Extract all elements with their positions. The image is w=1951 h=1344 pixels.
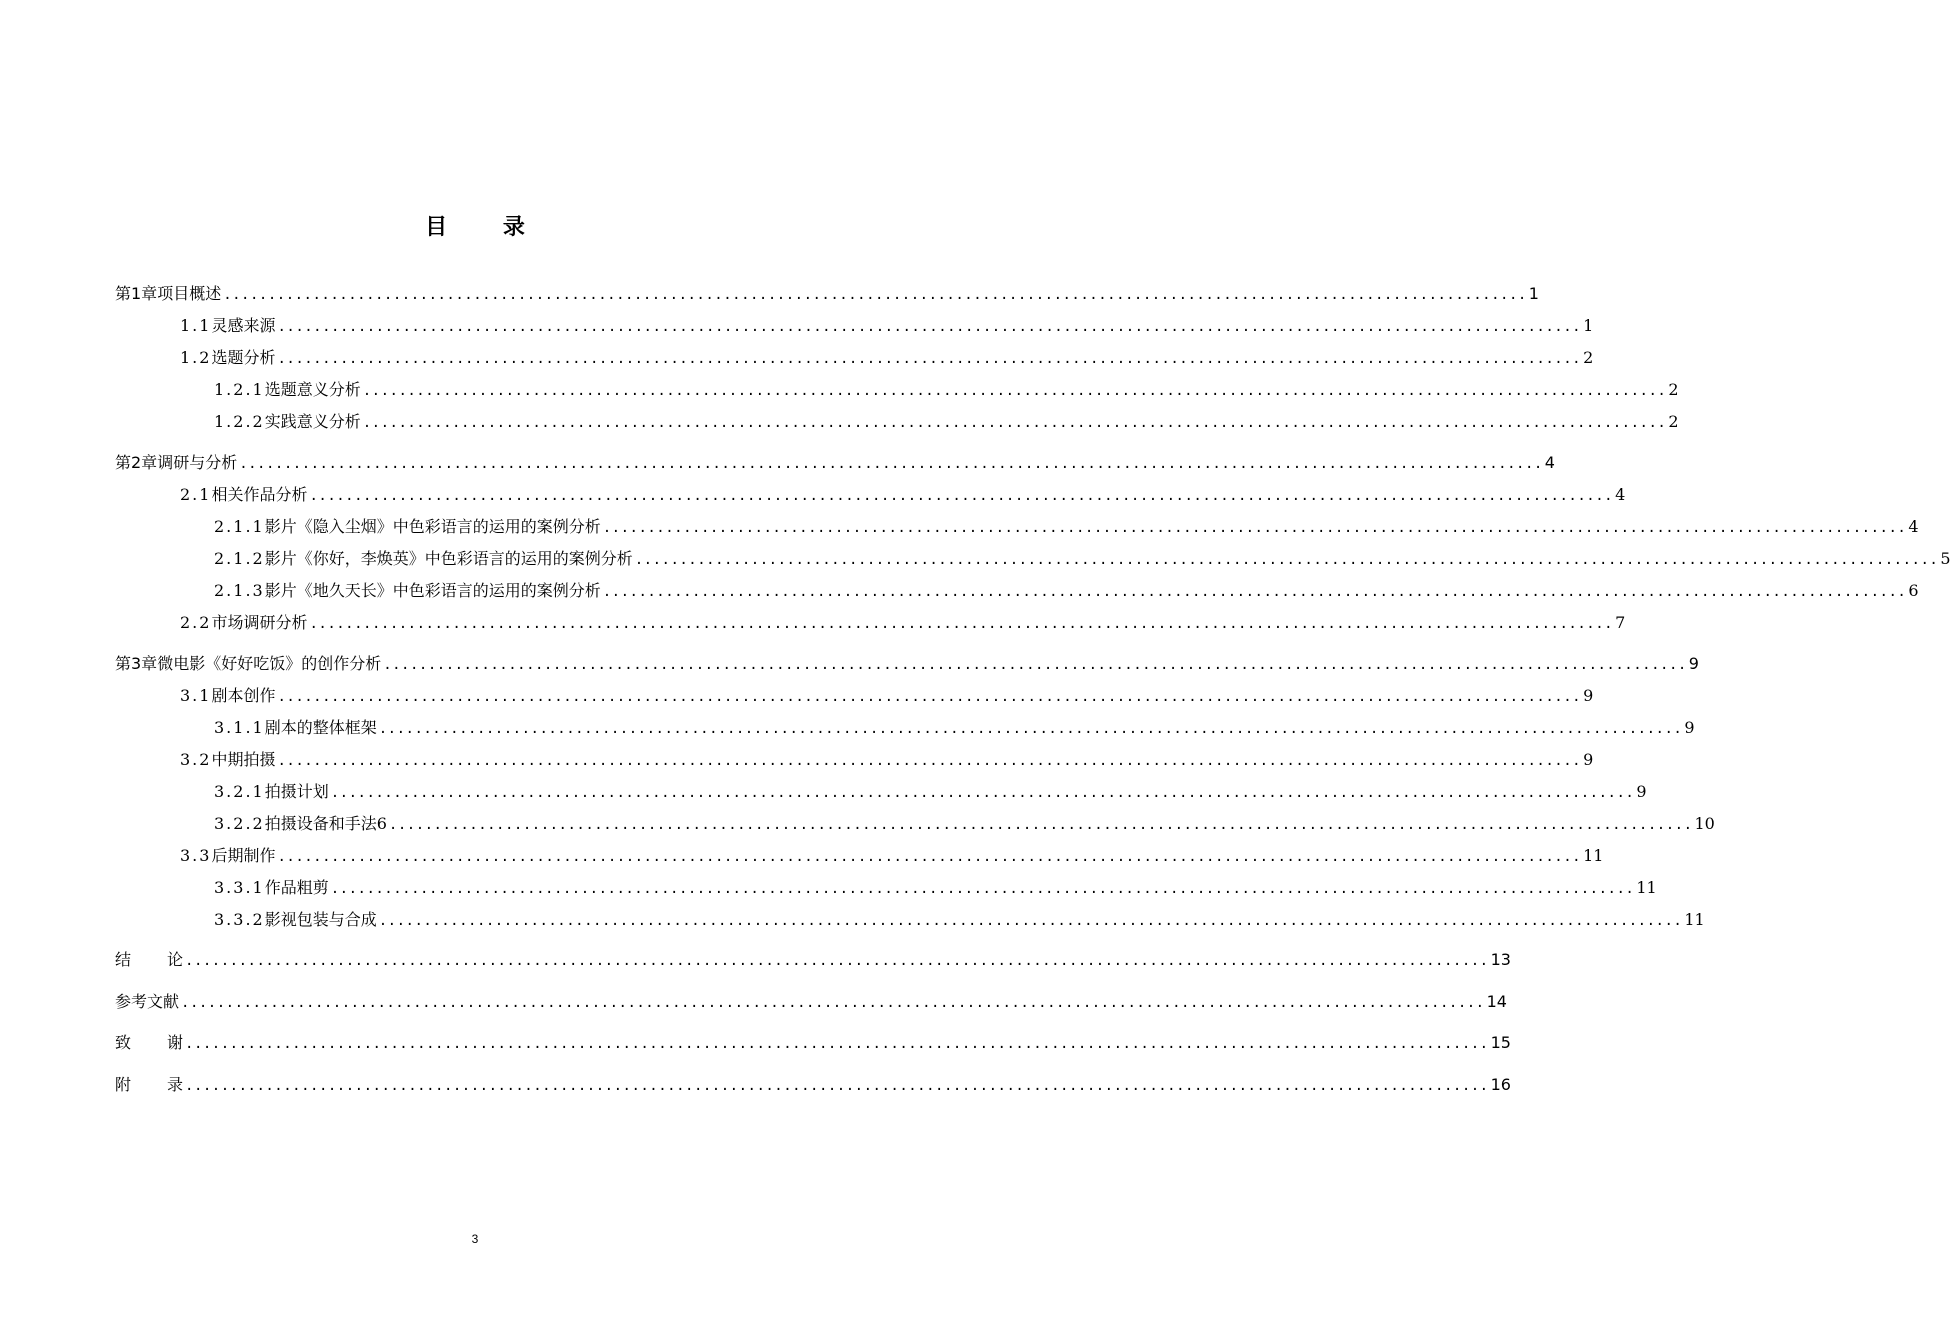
dot-leader: ..................................................................................................................................................: [330, 881, 1635, 897]
dot-leader: ..................................................................................................................................................: [388, 817, 1693, 833]
toc-entry-title: 影片《地久天长》中色彩语言的运用的案例分析: [264, 581, 601, 600]
toc-entry-number: 3.1: [180, 686, 212, 705]
page-number: 3: [471, 1232, 479, 1246]
toc-entry-page: 6: [1908, 581, 1919, 600]
toc-entry-number: 1.2.2: [214, 412, 265, 431]
toc-entry-number: 3.2: [180, 750, 212, 769]
toc-entry-title: 影视包装与合成: [264, 910, 377, 929]
toc-entry-number: 第1章: [115, 284, 158, 303]
dot-leader: ..................................................................................................................................................: [277, 351, 1582, 367]
dot-leader: ..................................................................................................................................................: [277, 689, 1582, 705]
toc-entry-title: 市场调研分析: [211, 613, 308, 632]
toc-entry-2-1[interactable]: [180, 482, 1626, 506]
toc-entry-page: 1: [1583, 316, 1594, 335]
toc-entry-3-2[interactable]: [180, 747, 1594, 771]
toc-entry-page: 15: [1490, 1033, 1511, 1052]
dot-leader: ..................................................................................................................................................: [277, 319, 1582, 335]
toc-entry-2-2[interactable]: [180, 610, 1626, 634]
toc-entry-number: 3.1.1: [214, 718, 265, 737]
toc-entry-page: 9: [1684, 718, 1695, 737]
dot-leader: ..................................................................................................................................................: [185, 953, 1489, 969]
toc-entry-title: 实践意义分析: [264, 412, 361, 431]
dot-leader: ..................................................................................................................................................: [277, 849, 1582, 865]
dot-leader: ..................................................................................................................................................: [185, 1036, 1489, 1052]
toc-entry-page: 1: [1528, 284, 1539, 303]
dot-leader: ..................................................................................................................................................: [602, 584, 1907, 600]
toc-entry-number: 3.2.1: [214, 782, 265, 801]
toc-entry-title: 后期制作: [211, 846, 276, 865]
toc-entry-3-3[interactable]: [180, 843, 1604, 867]
toc-entry-title: 选题分析: [211, 348, 276, 367]
toc-entry-number: 2.1.3: [214, 581, 265, 600]
toc-entry-title: 剧本的整体框架: [264, 718, 377, 737]
toc-entry-page: 4: [1544, 453, 1555, 472]
toc-entry-number: 2.2: [180, 613, 212, 632]
toc-entry-page: 11: [1583, 846, 1604, 865]
dot-leader: ..................................................................................................................................................: [277, 753, 1582, 769]
toc-entry-3-2-1[interactable]: [214, 779, 1647, 803]
toc-entry-1-2[interactable]: [180, 345, 1594, 369]
toc-entry-title: 调研与分析: [157, 453, 238, 472]
toc-entry-page: 2: [1668, 380, 1679, 399]
toc-entry-number: 3.3: [180, 846, 212, 865]
toc-entry-1-2-2[interactable]: [214, 409, 1679, 433]
toc-entry-title: 中期拍摄: [211, 750, 276, 769]
toc-entry-title: 选题意义分析: [264, 380, 361, 399]
toc-entry-references[interactable]: [115, 989, 1507, 1013]
toc-entry-page: 14: [1486, 992, 1507, 1011]
toc-entry-chapter-1[interactable]: [115, 281, 1539, 305]
toc-entry-title: 结论: [115, 950, 220, 969]
toc-entry-page: 2: [1668, 412, 1679, 431]
toc-entry-number: 1.1: [180, 316, 212, 335]
toc-entry-title: 作品粗剪: [264, 878, 329, 897]
toc-entry-title: 剧本创作: [211, 686, 276, 705]
toc-entry-page: 10: [1694, 814, 1715, 833]
toc-entry-page: 11: [1636, 878, 1657, 897]
toc-entry-conclusion[interactable]: [115, 947, 1511, 971]
dot-leader: ..................................................................................................................................................: [362, 383, 1667, 399]
dot-leader: ..................................................................................................................................................: [223, 287, 1527, 303]
toc-entry-title: 相关作品分析: [211, 485, 308, 504]
toc-entry-title: 拍摄计划: [264, 782, 329, 801]
toc-entry-number: 1.2.1: [214, 380, 265, 399]
dot-leader: ..................................................................................................................................................: [378, 913, 1683, 929]
toc-entry-number: 第2章: [115, 453, 158, 472]
toc-entry-3-2-2[interactable]: [214, 811, 1715, 835]
toc-entry-title: 参考文献: [115, 992, 180, 1011]
dot-leader: ..................................................................................................................................................: [362, 415, 1667, 431]
toc-entry-title: 微电影《好好吃饭》的创作分析: [157, 654, 382, 673]
toc-entry-page: 9: [1583, 686, 1594, 705]
toc-entry-page: 13: [1490, 950, 1511, 969]
toc-entry-chapter-2[interactable]: [115, 450, 1555, 474]
toc-entry-page: 16: [1490, 1075, 1511, 1094]
toc-entry-page: 9: [1636, 782, 1647, 801]
toc-entry-chapter-3[interactable]: [115, 651, 1699, 675]
toc-entry-page: 5: [1940, 549, 1951, 568]
dot-leader: ..................................................................................................................................................: [330, 785, 1635, 801]
dot-leader: ..................................................................................................................................................: [378, 721, 1683, 737]
dot-leader: ..................................................................................................................................................: [383, 657, 1687, 673]
toc-entry-title: 影片《隐入尘烟》中色彩语言的运用的案例分析: [264, 517, 601, 536]
toc-entry-3-1[interactable]: [180, 683, 1594, 707]
toc-entry-appendix[interactable]: [115, 1072, 1511, 1096]
toc-entry-page: 4: [1908, 517, 1919, 536]
toc-entry-acknowledgements[interactable]: [115, 1030, 1511, 1054]
dot-leader: ..................................................................................................................................................: [309, 616, 1614, 632]
toc-entry-number: 第3章: [115, 654, 158, 673]
toc-entry-number: 3.2.2: [214, 814, 265, 833]
toc-entry-page: 2: [1583, 348, 1594, 367]
dot-leader: ..................................................................................................................................................: [602, 520, 1907, 536]
toc-entry-number: 3.3.2: [214, 910, 265, 929]
toc-entry-3-1-1[interactable]: [214, 715, 1695, 739]
toc-entry-2-1-2[interactable]: [214, 546, 1951, 570]
toc-entry-number: 3.3.1: [214, 878, 265, 897]
toc-entry-number: 2.1.1: [214, 517, 265, 536]
toc-entry-number: 2.1.2: [214, 549, 265, 568]
toc-entry-number: 2.1: [180, 485, 212, 504]
dot-leader: ..................................................................................................................................................: [181, 995, 1485, 1011]
toc-entry-3-3-1[interactable]: [214, 875, 1657, 899]
toc-entry-page: 4: [1615, 485, 1626, 504]
dot-leader: ..................................................................................................................................................: [634, 552, 1939, 568]
dot-leader: ..................................................................................................................................................: [309, 488, 1614, 504]
toc-entry-title: 影片《你好，李焕英》中色彩语言的运用的案例分析: [264, 549, 633, 568]
dot-leader: ..................................................................................................................................................: [239, 456, 1543, 472]
toc-entry-title: 致谢: [115, 1033, 220, 1052]
toc-entry-page: 7: [1615, 613, 1626, 632]
dot-leader: ..................................................................................................................................................: [185, 1078, 1489, 1094]
toc-entry-title: 项目概述: [157, 284, 222, 303]
toc-entry-page: 9: [1583, 750, 1594, 769]
toc-entry-1-2-1[interactable]: [214, 377, 1679, 401]
toc-entry-1-1[interactable]: [180, 313, 1594, 337]
toc-entry-2-1-3[interactable]: [214, 578, 1919, 602]
toc-entry-title: 附录: [115, 1075, 220, 1094]
toc-entry-title: 拍摄设备和手法6: [264, 814, 387, 833]
toc-entry-2-1-1[interactable]: [214, 514, 1919, 538]
toc-entry-page: 11: [1684, 910, 1705, 929]
toc-entry-page: 9: [1688, 654, 1699, 673]
toc-entry-title: 灵感来源: [211, 316, 276, 335]
toc-title: 目 录: [425, 215, 549, 240]
toc-entry-number: 1.2: [180, 348, 212, 367]
toc-entry-3-3-2[interactable]: [214, 907, 1705, 931]
